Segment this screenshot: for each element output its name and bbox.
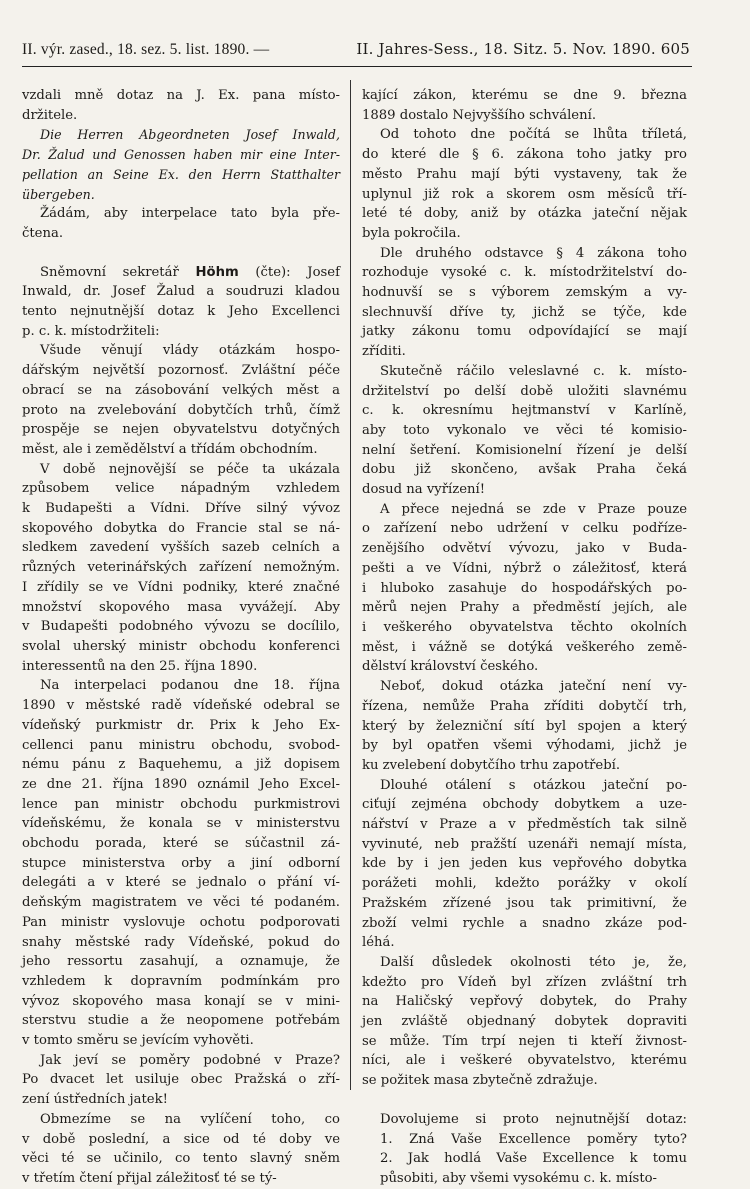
- text-line: 1889 dostalo Nejvyššího schválení.: [362, 107, 597, 123]
- text-line: vyvinuté, neb pražští uzenáři nemají místa,: [362, 836, 687, 852]
- text-line: cellenci panu ministru obchodu, svobod-: [22, 737, 340, 753]
- paragraph: [362, 500, 687, 677]
- text-line: delegáti a v které se jednalo o přání ví-: [22, 875, 340, 891]
- header-rule: [22, 66, 692, 67]
- text-line: Dovolujeme si proto nejnutnější dotaz:: [380, 1111, 687, 1127]
- text-line: který by železniční sítí byl spojen a který: [362, 718, 687, 734]
- text-line: Sněmovní sekretář Höhm (čte): Josef: [40, 264, 340, 280]
- text-line: stupce ministerstva orby a jiní odborní: [22, 855, 340, 871]
- text-line: v třetím čtení přijal záležitosť té se tý-: [22, 1170, 277, 1186]
- text-line: čtena.: [22, 225, 64, 241]
- text-line: uplynul již rok a skorem osm měsíců tří-: [362, 186, 687, 202]
- text-line: na Haličský vepřový dobytek, do Prahy: [362, 994, 687, 1010]
- header-czech: [22, 41, 269, 59]
- column-divider: [350, 80, 351, 1090]
- text-line: v Budapešti podobného vývozu se docílilo,: [22, 619, 340, 635]
- paragraph: [22, 86, 340, 125]
- page-number: 605: [660, 40, 690, 58]
- header-german: [356, 40, 690, 58]
- text-line: v tomto směru se jevícím vyhověti.: [22, 1033, 254, 1049]
- text-line: věci té se učinilo, co tento slavný sněm: [22, 1151, 340, 1167]
- text-line: zení ústředních jatek!: [22, 1092, 168, 1108]
- text-line: ku zvelebení dobytčího trhu zapotřebí.: [362, 757, 621, 773]
- text-line: 1890 v městské radě vídeňské odebral se: [22, 698, 340, 714]
- text-line: 2. Jak hodlá Vaše Excellence k tomu: [380, 1151, 687, 1167]
- paragraph: [362, 776, 687, 953]
- text-line: Dlouhé otálení s otázkou jateční po-: [380, 777, 687, 793]
- text-line: se může. Tím trpí nejen ti kteří živnost-: [362, 1033, 687, 1049]
- text-line: proto na zvelebování dobytčích trhů, čímž: [22, 402, 340, 418]
- text-line: ze dne 21. října 1890 oznámil Jeho Excel-: [22, 776, 340, 792]
- text-line: zboží velmi rychle a snadno zkáze pod-: [362, 915, 687, 931]
- text-line: dosud na vyřízení!: [362, 482, 486, 498]
- paragraph: [362, 677, 687, 776]
- left-column: [22, 86, 340, 1189]
- text-line: Dle druhého odstavce § 4 zákona toho: [380, 245, 687, 261]
- text-line: Dr. Žalud und Genossen haben mir eine Inter-: [22, 147, 340, 163]
- text-line: do které dle § 6. zákona toho jatky pro: [362, 147, 687, 163]
- text-line: snahy městské rady Vídeňské, pokud do: [22, 934, 340, 950]
- text-line: dělství království českého.: [362, 659, 539, 675]
- paragraph: [362, 953, 687, 1091]
- text-line: Všude věnují vlády otázkám hospo-: [40, 343, 340, 359]
- text-line: působiti, aby všemi vysokému c. k. místo-: [380, 1170, 658, 1186]
- text-line: v době poslední, a sice od té doby ve: [22, 1131, 340, 1147]
- paragraph: [22, 460, 340, 677]
- text-line: lence pan ministr obchodu purkmistrovi: [22, 796, 340, 812]
- header-german-text: II. Jahres-Sess., 18. Sitz. 5. Nov. 1890.: [356, 40, 656, 58]
- text-line: držitele.: [22, 107, 78, 123]
- text-line: p. c. k. místodržiteli:: [22, 323, 160, 339]
- text-line: níci, ale i veškeré obyvatelstvo, kterému: [362, 1053, 687, 1069]
- paragraph: [362, 86, 687, 125]
- paragraph: [22, 1110, 340, 1189]
- text-line: Po dvacet let usiluje obec Pražská o zří-: [22, 1072, 340, 1088]
- text-line: interessentů na den 25. října 1890.: [22, 658, 258, 674]
- text-line: Inwald, dr. Josef Žalud a soudruzi kladou: [22, 284, 340, 300]
- text-line: aby toto vykonalo ve věci té komisio-: [362, 422, 687, 438]
- text-line: měst, i vážně se dotýká veškerého země-: [362, 639, 687, 655]
- text-line: übergeben.: [22, 186, 95, 202]
- text-line: Žádám, aby interpelace tato byla pře-: [40, 206, 340, 222]
- text-line: vídeňský purkmistr dr. Prix k Jeho Ex-: [22, 717, 340, 733]
- text-line: nému pánu z Baquehemu, a již dopisem: [22, 757, 340, 773]
- text-line: nářství v Praze a v předměstích tak silně: [362, 817, 687, 833]
- text-line: kdežto pro Vídeň byl zřízen zvláštní trh: [362, 974, 687, 990]
- text-line: se požitek masa zbytečně zdražuje.: [362, 1073, 598, 1089]
- text-line: Od tohoto dne počítá se lhůta tříletá,: [380, 127, 687, 143]
- text-line: způsobem velice nápadným vzhledem: [22, 481, 340, 497]
- text-line: zříditi.: [362, 344, 406, 360]
- text-line: svolal uherský ministr obchodu konferenci: [22, 638, 340, 654]
- text-line: pellation an Seine Ex. den Herrn Statthalter: [22, 166, 340, 182]
- text-line: řízena, nemůže Praha zříditi dobytčí trh,: [362, 698, 687, 714]
- text-line: vývoz skopového masa konají se v mini-: [22, 993, 340, 1009]
- text-line: i hluboko zasahuje do hospodářských po-: [362, 580, 687, 596]
- text-line: skopového dobytka do Francie stal se ná-: [22, 520, 340, 536]
- text-line: sterstvu studie a že neopomene potřebám: [22, 1013, 340, 1029]
- text-line: léhá.: [362, 935, 395, 951]
- text-line: V době nejnovější se péče ta ukázala: [40, 461, 340, 477]
- text-line: prospěje se nejen obyvatelstvu dotyčných: [22, 422, 340, 438]
- header-czech-text: II. výr. zased., 18. sez. 5. list. 1890.: [22, 41, 250, 58]
- text-line: obrací se na zásobování velkých měst a: [22, 382, 340, 398]
- text-line: Další důsledek okolnosti této je, že,: [380, 954, 687, 970]
- text-line: Jak jeví se poměry podobné v Praze?: [40, 1052, 340, 1068]
- text-line: obchodu porada, které se súčastnil zá-: [22, 836, 340, 852]
- paragraph: [22, 125, 340, 204]
- paragraph: [362, 244, 687, 362]
- text-line: nelní šetření. Komisionelní řízení je delší: [362, 442, 687, 458]
- text-line: měst, ale i zemědělství a třídám obchodním.: [22, 441, 318, 457]
- text-line: jatky zákonu tomu odpovídající se mají: [362, 324, 687, 340]
- text-line: i veškerého obyvatelstva těchto okolních: [362, 619, 687, 635]
- text-line: Neboť, dokud otázka jateční není vy-: [380, 679, 687, 695]
- paragraph: [22, 204, 340, 243]
- text-line: byla pokročila.: [362, 225, 461, 241]
- text-line: Pan ministr vyslovuje ochotu podporovati: [22, 914, 340, 930]
- text-line: jen zvláště objednaný dobytek dopraviti: [362, 1014, 687, 1030]
- text-line: jeho ressortu zasahují, a oznamuje, že: [22, 954, 340, 970]
- paragraph: [22, 341, 340, 459]
- text-line: o zařízení nebo udržení v celku podříze-: [362, 521, 687, 537]
- text-line: Pražském zřízené jsou tak primitivní, že: [362, 895, 687, 911]
- text-line: kající zákon, kterému se dne 9. března: [362, 88, 687, 103]
- text-line: I zřídily se ve Vídni podniky, které značné: [22, 579, 340, 595]
- text-line: Na interpelaci podanou dne 18. října: [40, 678, 340, 694]
- text-line: 1. Zná Vaše Excellence poměry tyto?: [380, 1131, 687, 1147]
- text-line: porážeti mohli, kdežto porážky v okolí: [362, 876, 687, 892]
- text-line: zenějšího odvětví vývozu, jako v Buda-: [362, 541, 687, 557]
- paragraph-gap: [22, 244, 340, 263]
- text-line: sledkem zavedení vyšších sazeb celních a: [22, 540, 340, 556]
- paragraph-gap: [362, 1091, 687, 1110]
- text-line: vídeňskému, že konala se v ministerstvu: [22, 816, 340, 832]
- text-line: různých veterinářských zařízení nemožným.: [22, 560, 340, 576]
- text-line: město Prahu mají býti vystaveny, tak že: [362, 166, 687, 182]
- text-line: deňským magistratem ve věci té podaném.: [22, 895, 340, 911]
- text-line: slechnuvší dříve ty, jichž se týče, kde: [362, 304, 687, 320]
- speaker-name: Höhm: [195, 264, 239, 280]
- text-line: k Budapešti a Vídni. Dříve silný vývoz: [22, 501, 340, 517]
- text-line: vzhledem k dopravním podmínkám pro: [22, 973, 340, 989]
- text-line: držitelství po delší době uložiti slavnému: [362, 383, 687, 399]
- header-dash: —: [253, 41, 270, 58]
- paragraph: [22, 1051, 340, 1110]
- text-line: tento nejnutnější dotaz k Jeho Excellenci: [22, 304, 340, 320]
- text-line: měrů nejen Prahy a předměstí jejích, ale: [362, 600, 687, 616]
- text-line: ciťují zejména obchody dobytkem a uze-: [362, 797, 687, 813]
- text-line: rozhoduje vysoké c. k. místodržitelství do-: [362, 265, 687, 281]
- paragraph: [362, 362, 687, 500]
- right-column: [362, 86, 687, 1189]
- text-line: Obmezíme se na vylíčení toho, co: [40, 1111, 340, 1127]
- text-line: Die Herren Abgeordneten Josef Inwald,: [40, 127, 340, 143]
- paragraph: [22, 263, 340, 342]
- text-line: leté té doby, aniž by otázka jateční nějak: [362, 206, 687, 222]
- text-line: dářským největší pozornosť. Zvláštní péče: [22, 363, 340, 379]
- paragraph: [22, 676, 340, 1050]
- text-line: hodnuvší se s výborem zemským a vy-: [362, 285, 687, 301]
- text-line: vzdali mně dotaz na J. Ex. pana místo-: [22, 88, 340, 103]
- running-header: [22, 40, 690, 59]
- text-line: pešti a ve Vídni, nýbrž o záležitosť, která: [362, 560, 687, 576]
- text-line: kde by i jen jeden kus vepřového dobytka: [362, 856, 687, 872]
- text-line: Skutečně ráčilo veleslavné c. k. místo-: [380, 363, 687, 379]
- text-line: množství skopového masa vyvážejí. Aby: [22, 599, 340, 615]
- text-line: c. k. okresnímu hejtmanství v Karlíně,: [362, 403, 687, 419]
- text-line: A přece nejedná se zde v Praze pouze: [380, 501, 687, 517]
- text-line: by byl opatřen všemi výhodami, jichž je: [362, 738, 687, 754]
- paragraph: [362, 125, 687, 243]
- text-line: dobu již skončeno, avšak Praha čeká: [362, 462, 687, 478]
- paragraph: [362, 1110, 687, 1189]
